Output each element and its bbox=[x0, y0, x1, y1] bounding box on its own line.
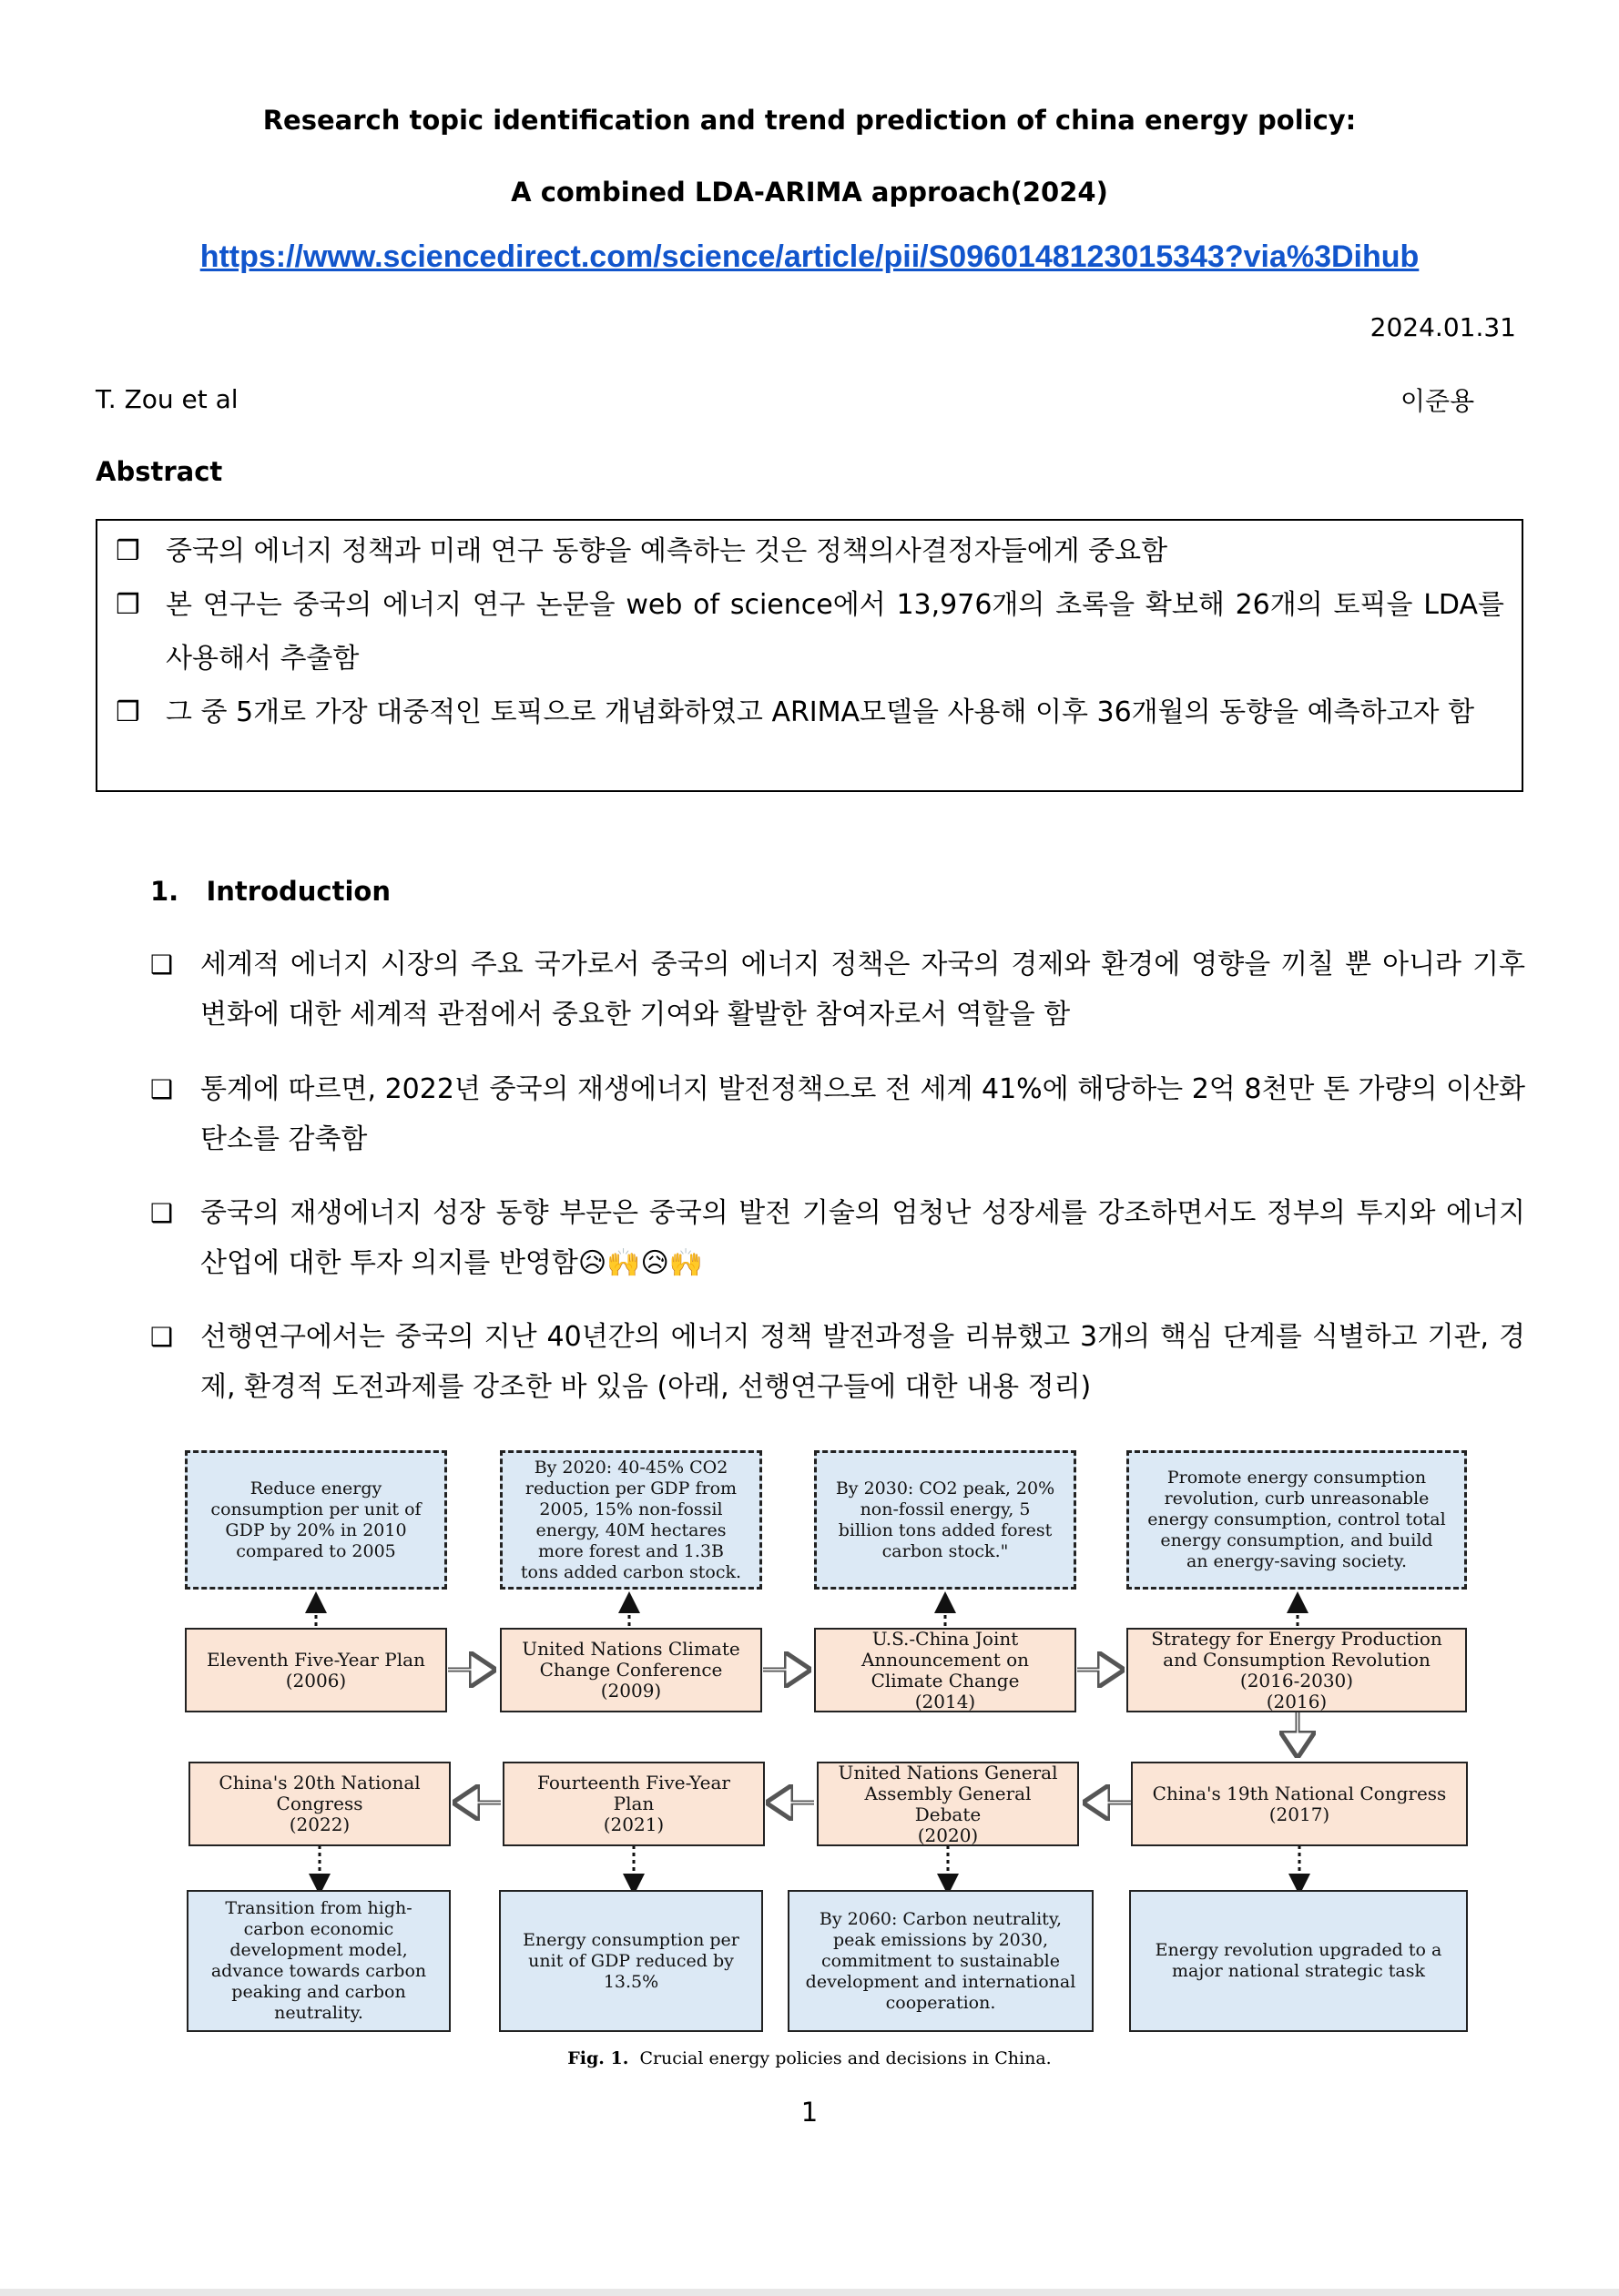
abstract-item: ❒ 그 중 5개로 가장 대중적인 토픽으로 개념화하였고 ARIMA모델을 사용해 이후 36개월의 동향을 예측하고자 함 bbox=[166, 686, 1504, 739]
event-box-2009: United Nations Climate Change Conference (2009) bbox=[500, 1628, 762, 1712]
goal-box-2016: Promote energy consumption revolution, curb unreasonable energy consumption, control total energy consumption, and build an energy-saving society. bbox=[1126, 1450, 1467, 1590]
event-box-2022: China's 20th National Congress (2022) bbox=[188, 1762, 451, 1846]
paper-title-line2: A combined LDA-ARIMA approach(2024) bbox=[511, 177, 1108, 208]
goal-box-2020: By 2060: Carbon neutrality, peak emissions by 2030, commitment to sustainable development and international cooperation. bbox=[788, 1890, 1094, 2032]
checkbox-marker-icon: ❑ bbox=[150, 950, 174, 980]
checkbox-marker-icon: ❑ bbox=[150, 1322, 174, 1352]
paper-title-line1: Research topic identification and trend prediction of china energy policy: bbox=[262, 105, 1357, 136]
abstract-item: ❒ 중국의 에너지 정책과 미래 연구 동향을 예측하는 것은 정책의사결정자들에게 중요함 bbox=[166, 524, 1504, 578]
event-box-2016: Strategy for Energy Production and Consumption Revolution (2016-2030) (2016) bbox=[1126, 1628, 1467, 1712]
checkbox-marker-icon: ❒ bbox=[116, 696, 140, 728]
page-bottom-edge bbox=[0, 2289, 1619, 2296]
goal-box-2021: Energy consumption per unit of GDP reduced by 13.5% bbox=[499, 1890, 763, 2032]
section-heading-introduction: 1. Introduction bbox=[150, 876, 391, 907]
abstract-item: ❒ 본 연구는 중국의 에너지 연구 논문을 web of science에서 13,976개의 초록을 확보해 26개의 토픽을 LDA를 사용해서 추출함 bbox=[166, 578, 1504, 686]
event-box-2006: Eleventh Five-Year Plan (2006) bbox=[185, 1628, 447, 1712]
checkbox-marker-icon: ❑ bbox=[150, 1198, 174, 1228]
goal-box-2006: Reduce energy consumption per unit of GDP by 20% in 2010 compared to 2005 bbox=[185, 1450, 447, 1590]
date: 2024.01.31 bbox=[1370, 312, 1516, 342]
event-box-2017: China's 19th National Congress (2017) bbox=[1131, 1762, 1468, 1846]
event-box-2014: U.S.-China Joint Announcement on Climate Change (2014) bbox=[814, 1628, 1076, 1712]
goal-box-2022: Transition from high- carbon economic development model, advance towards carbon peaking and carbon neutrality. bbox=[187, 1890, 451, 2032]
goal-box-2017: Energy revolution upgraded to a major national strategic task bbox=[1129, 1890, 1468, 2032]
event-box-2020: United Nations General Assembly General Debate (2020) bbox=[817, 1762, 1079, 1846]
figure-caption: Fig. 1. Crucial energy policies and decisions in China. bbox=[567, 2048, 1052, 2068]
checkbox-marker-icon: ❒ bbox=[116, 535, 140, 567]
abstract-heading: Abstract bbox=[96, 456, 223, 487]
presenter-name: 이준용 bbox=[1400, 386, 1475, 416]
checkbox-marker-icon: ❒ bbox=[116, 589, 140, 621]
event-box-2021: Fourteenth Five-Year Plan (2021) bbox=[503, 1762, 765, 1846]
paper-url-link[interactable]: https://www.sciencedirect.com/science/article/pii/S0960148123015343?via%3Dihub bbox=[199, 239, 1420, 274]
intro-bullet: ❑ 중국의 재생에너지 성장 동향 부문은 중국의 발전 기술의 엄청난 성장세를 강조하면서도 정부의 투지와 에너지 산업에 대한 투자 의지를 반영함😥🙌😥🙌 bbox=[200, 1188, 1525, 1288]
checkbox-marker-icon: ❑ bbox=[150, 1074, 174, 1104]
page-number: 1 bbox=[800, 2097, 819, 2128]
goal-box-2014: By 2030: CO2 peak, 20% non-fossil energy, 5 billion tons added forest carbon stock." bbox=[814, 1450, 1076, 1590]
goal-box-2009: By 2020: 40-45% CO2 reduction per GDP from 2005, 15% non-fossil energy, 40M hectares more forest and 1.3B tons added carbon stock. bbox=[500, 1450, 762, 1590]
intro-bullet: ❑ 선행연구에서는 중국의 지난 40년간의 에너지 정책 발전과정을 리뷰했고 3개의 핵심 단계를 식별하고 기관, 경제, 환경적 도전과제를 강조한 바 있음 (아래, 선행연구들에 대한 내용 정리) bbox=[200, 1312, 1525, 1412]
authors: T. Zou et al bbox=[96, 384, 239, 414]
intro-bullet: ❑ 세계적 에너지 시장의 주요 국가로서 중국의 에너지 정책은 자국의 경제와 환경에 영향을 끼칠 뿐 아니라 기후 변화에 대한 세계적 관점에서 중요한 기여와 활발한 참여자로서 역할을 함 bbox=[200, 940, 1525, 1040]
intro-bullet: ❑ 통계에 따르면, 2022년 중국의 재생에너지 발전정책으로 전 세계 41%에 해당하는 2억 8천만 톤 가량의 이산화탄소를 감축함 bbox=[200, 1064, 1525, 1164]
